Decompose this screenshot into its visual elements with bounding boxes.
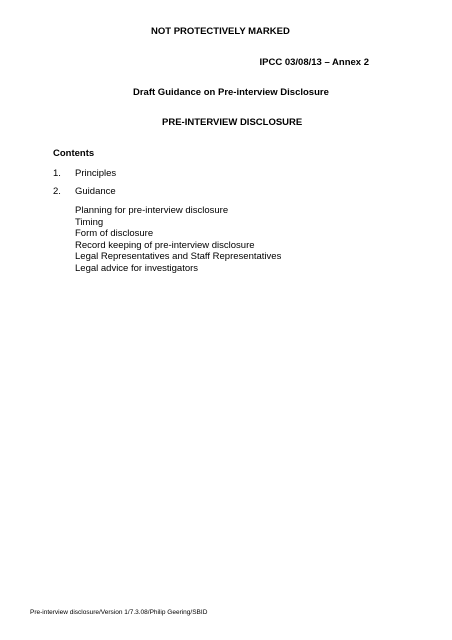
page-footer: Pre-interview disclosure/Version 1/7.3.08/Philip Geering/SBID (30, 609, 208, 616)
subsection-item: Planning for pre-interview disclosure (75, 205, 229, 216)
contents-heading: Contents (53, 148, 95, 159)
subsection-item: Record keeping of pre-interview disclosure (75, 239, 255, 251)
document-reference: IPCC 03/08/13 – Annex 2 (259, 57, 369, 68)
toc-item-number: 2. (53, 186, 61, 197)
toc-item-number: 1. (53, 168, 61, 179)
subsection-item: Legal advice for investigators (75, 262, 199, 274)
toc-item-label: Guidance (75, 186, 116, 197)
subsection-item: Timing (75, 216, 104, 228)
protective-marking: NOT PROTECTIVELY MARKED (151, 26, 290, 37)
toc-item-label: Principles (75, 168, 117, 179)
section-title: PRE-INTERVIEW DISCLOSURE (162, 117, 303, 128)
guidance-subsection-list (75, 205, 281, 274)
draft-title: Draft Guidance on Pre-interview Disclosure (133, 87, 329, 98)
subsection-item: Legal Representatives and Staff Representatives (75, 251, 282, 262)
subsection-item: Form of disclosure (75, 228, 154, 239)
